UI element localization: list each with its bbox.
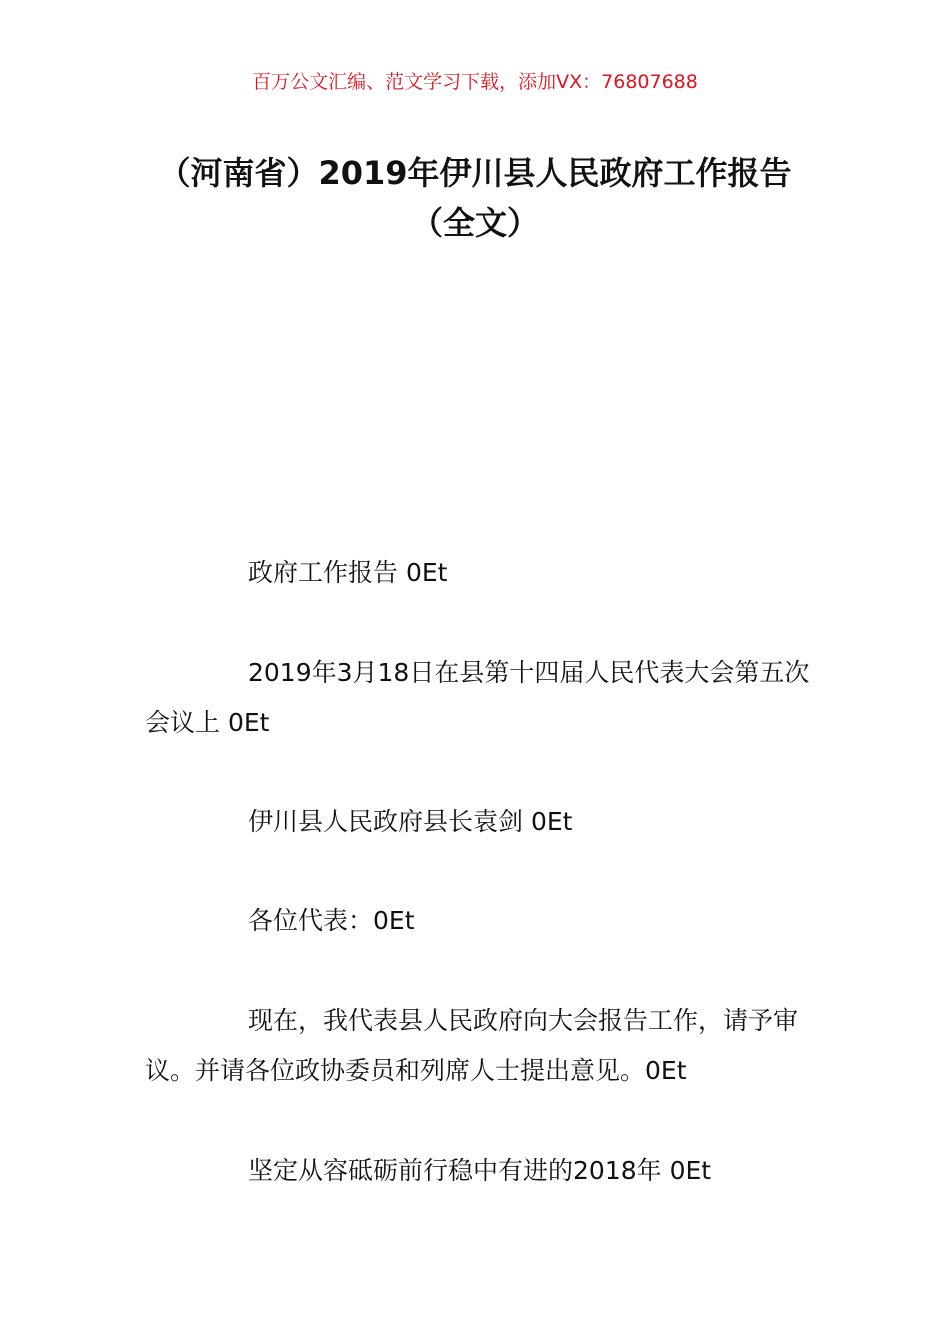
header-watermark-note: 百万公文汇编、范文学习下载，添加VX：76807688 [252,71,698,93]
paragraph-salutation: 各位代表：0Et [248,906,415,935]
paragraph-meeting-date: 2019年3月18日在县第十四届人民代表大会第五次会议上 0Et [145,658,810,737]
paragraph-opening: 现在，我代表县人民政府向大会报告工作，请予审议。并请各位政协委员和列席人士提出意见。0Et [145,1006,799,1085]
paragraph-speaker: 伊川县人民政府县长袁剑 0Et [248,807,573,836]
document-title: （河南省）2019年伊川县人民政府工作报告（全文） [158,154,792,242]
paragraph-section-heading: 坚定从容砥砺前行稳中有进的2018年 0Et [248,1156,712,1185]
paragraph-report-heading: 政府工作报告 0Et [248,558,448,587]
